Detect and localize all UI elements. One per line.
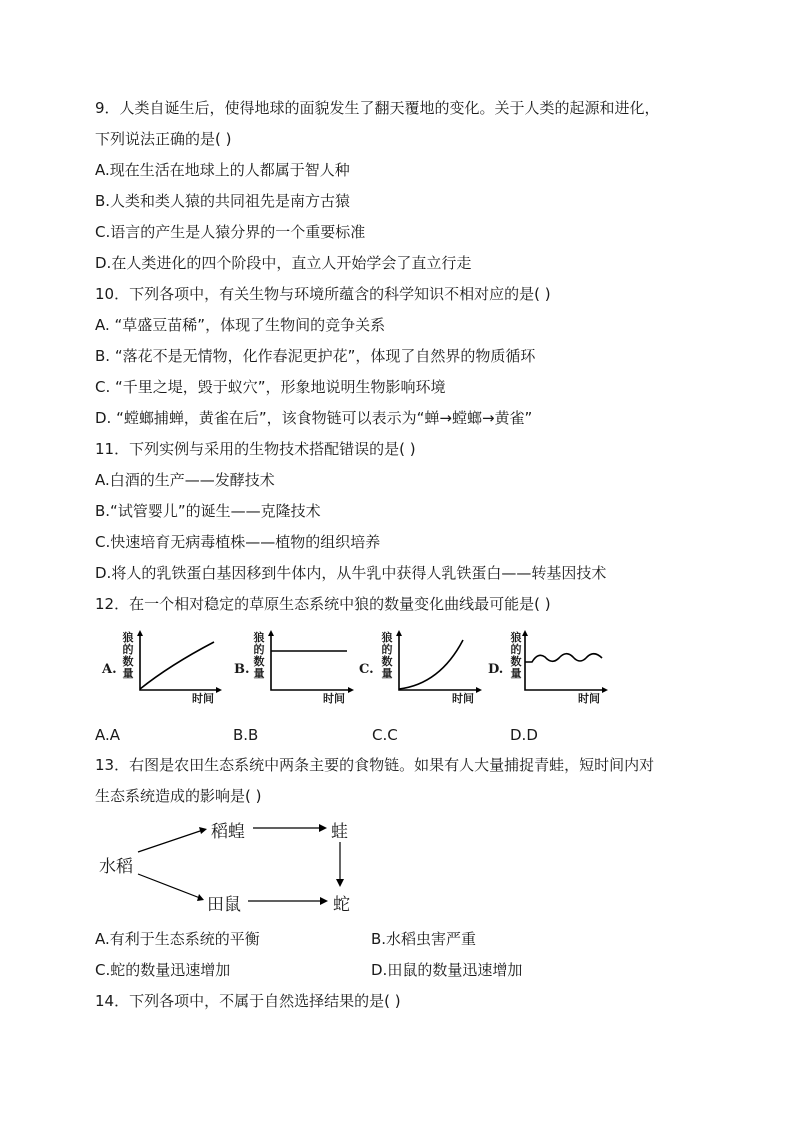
- q9-stem-line2: 下列说法正确的是( ): [95, 130, 232, 148]
- q9-stem-line1: 9．人类自诞生后，使得地球的面貌发生了翻天覆地的变化。关于人类的起源和进化，: [95, 99, 660, 117]
- graph-a-y-axis-label: 狼的数量: [122, 631, 134, 680]
- q12-option-a: A.A: [95, 726, 121, 744]
- q12-stem: 12．在一个相对稳定的草原生态系统中狼的数量变化曲线最可能是( ): [95, 595, 551, 613]
- q11-option-d: D.将人的乳铁蛋白基因移到牛体内，从牛乳中获得人乳铁蛋白——转基因技术: [95, 564, 607, 582]
- q9-option-b: B.人类和类人猿的共同祖先是南方古猿: [95, 192, 351, 210]
- q12-option-d: D.D: [510, 726, 538, 744]
- q11-option-c: C.快速培育无病毒植株——植物的组织培养: [95, 533, 381, 551]
- graph-d-label: D.: [488, 662, 504, 677]
- q9-option-a: A.现在生活在地球上的人都属于智人种: [95, 161, 350, 179]
- q11-option-a: A.白酒的生产——发酵技术: [95, 471, 275, 489]
- graph-b-label: B.: [234, 662, 250, 677]
- graph-c-label: C.: [359, 662, 374, 677]
- graph-c-x-axis-label: 时间: [452, 692, 474, 705]
- q13-option-d: D.田鼠的数量迅速增加: [371, 961, 523, 979]
- graph-d-y-axis-label: 狼的数量: [510, 631, 522, 680]
- q12-option-b: B.B: [233, 726, 259, 744]
- q9-option-d: D.在人类进化的四个阶段中，直立人开始学会了直立行走: [95, 254, 472, 272]
- q10-option-d: D. “螳螂捕蝉，黄雀在后”，该食物链可以表示为“蝉→螳螂→黄雀”: [95, 409, 533, 427]
- food-web-rice: 水稻: [99, 857, 133, 877]
- q10-option-a: A. “草盛豆苗稀”，体现了生物间的竞争关系: [95, 316, 386, 334]
- graph-d-x-axis-label: 时间: [578, 692, 600, 705]
- graph-b-y-axis-label: 狼的数量: [253, 631, 265, 680]
- q13-option-b: B.水稻虫害严重: [371, 930, 477, 948]
- graph-b-x-axis-label: 时间: [323, 692, 345, 705]
- food-web-frog: 蛙: [331, 822, 348, 842]
- graph-a-x-axis-label: 时间: [192, 692, 214, 705]
- graph-a-label: A.: [102, 662, 117, 677]
- q10-option-b: B. “落花不是无情物，化作春泥更护花”，体现了自然界的物质循环: [95, 347, 536, 365]
- food-web-mouse: 田鼠: [207, 895, 241, 915]
- q10-option-c: C. “千里之堤，毁于蚁穴”，形象地说明生物影响环境: [95, 378, 446, 396]
- q13-option-c: C.蛇的数量迅速增加: [95, 961, 231, 979]
- food-web-snake: 蛇: [333, 895, 350, 915]
- graph-c-y-axis-label: 狼的数量: [381, 631, 393, 680]
- q9-option-c: C.语言的产生是人猿分界的一个重要标准: [95, 223, 366, 241]
- q13-stem-line2: 生态系统造成的影响是( ): [95, 787, 262, 805]
- food-web-locust: 稻蝗: [211, 822, 245, 842]
- q13-option-a: A.有利于生态系统的平衡: [95, 930, 260, 948]
- q11-stem: 11．下列实例与采用的生物技术搭配错误的是( ): [95, 440, 416, 458]
- q11-option-b: B.“试管婴儿”的诞生——克隆技术: [95, 502, 321, 520]
- q12-option-c: C.C: [372, 726, 398, 744]
- q13-stem-line1: 13．右图是农田生态系统中两条主要的食物链。如果有人大量捕捉青蛙，短时间内对: [95, 756, 655, 774]
- q10-stem: 10．下列各项中，有关生物与环境所蕴含的科学知识不相对应的是( ): [95, 285, 551, 303]
- q14-stem: 14．下列各项中，不属于自然选择结果的是( ): [95, 992, 401, 1010]
